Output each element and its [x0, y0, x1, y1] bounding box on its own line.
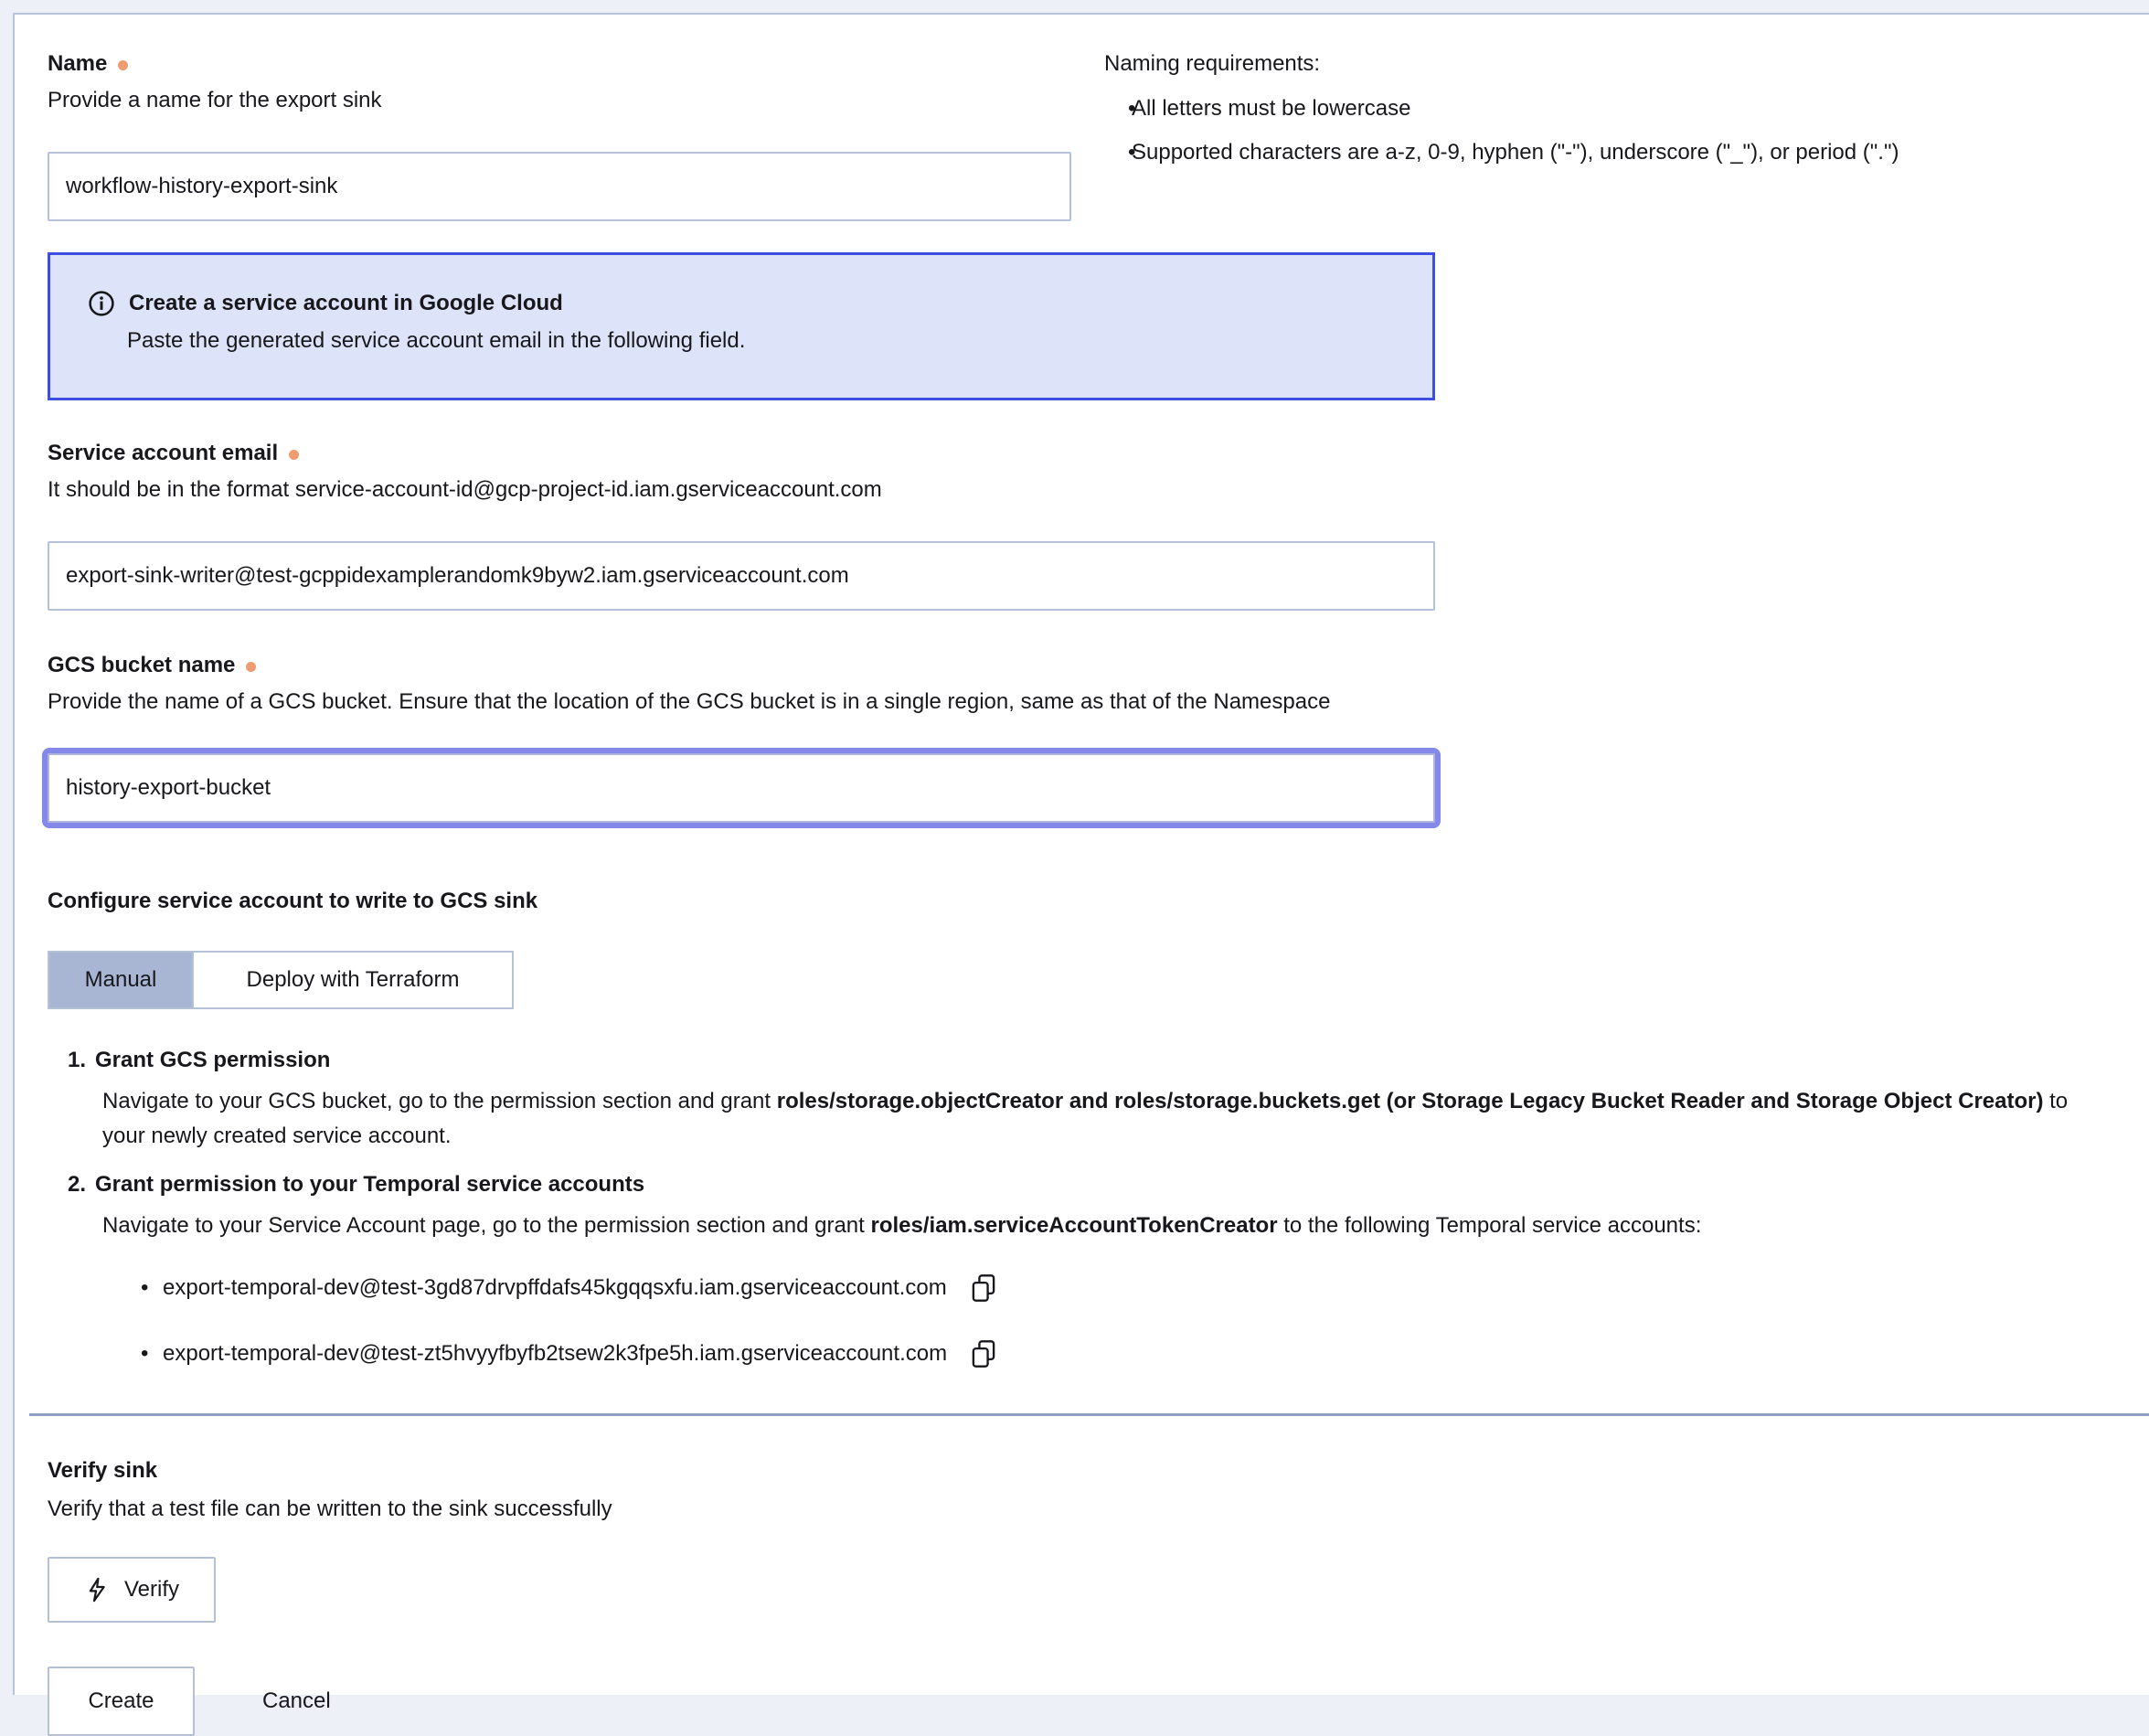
- naming-requirements-title: Naming requirements:: [1104, 51, 1321, 76]
- verify-sink-section: [15, 1456, 2149, 1623]
- tab-deploy-terraform[interactable]: Deploy with Terraform: [192, 953, 512, 1007]
- verify-sink-description: Verify that a test file can be written to the sink successfully: [48, 1496, 612, 1521]
- gcs-bucket-label-text: GCS bucket name: [48, 653, 236, 677]
- name-field-description: Provide a name for the export sink: [48, 88, 382, 112]
- service-account-email-label-text: Service account email: [48, 441, 279, 465]
- verify-button[interactable]: [48, 1557, 216, 1623]
- bullet-icon: [141, 1273, 163, 1304]
- verify-button-label: Verify: [124, 1577, 180, 1603]
- service-account-email-label: [48, 439, 2123, 468]
- required-dot: [289, 450, 299, 460]
- verify-sink-title: Verify sink: [48, 1458, 158, 1483]
- temporal-service-account-email: export-temporal-dev@test-3gd87drvpffdafs45kgqqsxfu.iam.gserviceaccount.com: [163, 1275, 947, 1301]
- required-dot: [246, 662, 256, 672]
- step-grant-temporal-permission: [48, 1170, 2123, 1243]
- temporal-service-account-item: [141, 1338, 2123, 1369]
- manual-steps: [48, 1046, 2123, 1243]
- export-sink-form: [13, 13, 2149, 1714]
- naming-requirement-item: • Supported characters are a-z, 0-9, hyphen ("-"), underscore ("_"), or period ("."): [1104, 137, 2123, 168]
- temporal-service-account-email: export-temporal-dev@test-zt5hvyyfbyfb2tsew2k3fpe5h.iam.gserviceaccount.com: [163, 1341, 948, 1367]
- step-number: 1.: [68, 1048, 87, 1072]
- bullet-icon: [1104, 93, 1132, 124]
- step-title: Grant permission to your Temporal service accounts: [95, 1172, 645, 1197]
- cancel-button[interactable]: Cancel: [253, 1667, 340, 1736]
- name-field-label-text: Name: [48, 51, 108, 76]
- gcs-bucket-description: Provide the name of a GCS bucket. Ensure that the location of the GCS bucket is in a single region, same as that of the Namespace: [48, 689, 1331, 714]
- configure-tabs: [48, 951, 514, 1009]
- step-title: Grant GCS permission: [95, 1048, 331, 1072]
- naming-requirements: [1104, 49, 2123, 221]
- name-section: [15, 15, 2149, 221]
- step-instructions: Navigate to your GCS bucket, go to the permission section and grant roles/storage.objectCreator and roles/storage.buckets.get (or Storage Legacy Bucket Reader and Storage Object Creator) to your newly created service account.: [102, 1089, 2069, 1148]
- info-banner: [48, 252, 1435, 400]
- tab-manual[interactable]: Manual: [49, 953, 192, 1007]
- gcs-bucket-label: [48, 651, 2123, 680]
- bullet-icon: [1104, 137, 1132, 168]
- step-grant-gcs-permission: [48, 1046, 2123, 1154]
- bolt-icon: [84, 1576, 110, 1603]
- info-banner-title: Create a service account in Google Cloud: [129, 291, 563, 315]
- name-field-label: [48, 49, 1071, 79]
- required-dot: [118, 60, 128, 70]
- service-account-email-input[interactable]: [48, 541, 1435, 611]
- create-button[interactable]: Create: [48, 1667, 195, 1736]
- temporal-service-account-item: [141, 1273, 2123, 1304]
- naming-requirement-item: • All letters must be lowercase: [1104, 93, 2123, 124]
- form-actions: [15, 1667, 2149, 1736]
- configure-section-title: Configure service account to write to GCS sink: [48, 889, 538, 913]
- gcs-bucket-section: [15, 651, 2149, 823]
- service-account-email-section: [15, 439, 2149, 611]
- service-account-email-description: It should be in the format service-account-id@gcp-project-id.iam.gserviceaccount.com: [48, 477, 882, 502]
- bullet-icon: [141, 1338, 163, 1369]
- gcs-bucket-input[interactable]: [48, 753, 1435, 823]
- step-instructions: Navigate to your Service Account page, go to the permission section and grant roles/iam.serviceAccountTokenCreator to the following Temporal service accounts:: [102, 1213, 1702, 1238]
- info-banner-description: Paste the generated service account email in the following field.: [127, 328, 746, 353]
- name-input[interactable]: [48, 152, 1071, 221]
- copy-icon: [969, 1273, 998, 1304]
- configure-section: [15, 887, 2149, 1369]
- copy-icon: [969, 1338, 998, 1369]
- copy-button[interactable]: [969, 1338, 998, 1369]
- step-number: 2.: [68, 1172, 87, 1197]
- section-divider: [29, 1413, 2149, 1416]
- info-icon: [87, 289, 116, 318]
- copy-button[interactable]: [969, 1273, 998, 1304]
- temporal-service-accounts-list: [141, 1273, 2123, 1369]
